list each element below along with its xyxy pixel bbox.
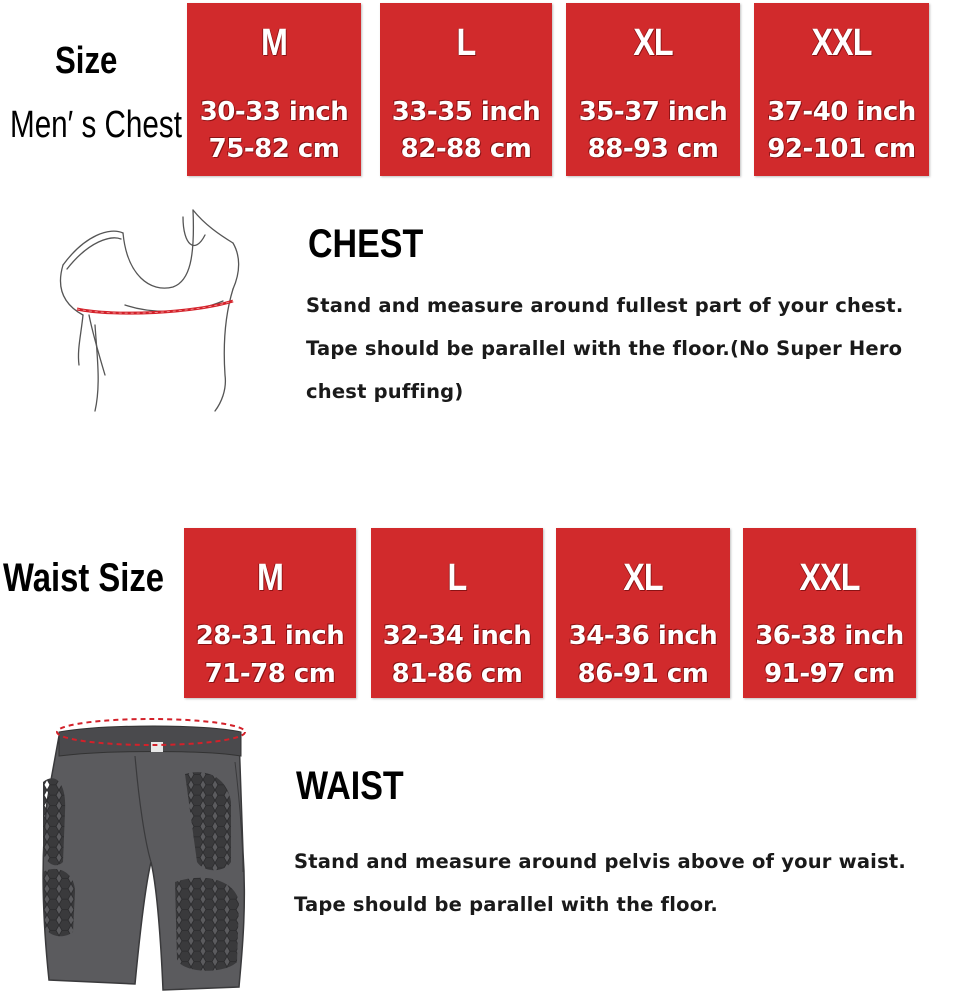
size-code: XXL xyxy=(811,22,872,64)
size-code: L xyxy=(447,557,467,599)
chest-instruction-line-3: chest puffing) xyxy=(306,380,464,403)
cm-range: 82-88 cm xyxy=(400,134,532,164)
cm-range: 88-93 cm xyxy=(587,134,719,164)
cm-range: 86-91 cm xyxy=(577,659,709,689)
size-code: XL xyxy=(623,557,663,599)
size-code: XL xyxy=(633,22,673,64)
inch-range: 36-38 inch xyxy=(755,621,904,651)
waist-size-card-m xyxy=(184,528,356,698)
chest-size-card-l xyxy=(380,3,552,176)
cm-range: 81-86 cm xyxy=(391,659,523,689)
chest-size-card-m xyxy=(187,3,361,176)
size-label: Size xyxy=(55,40,118,82)
waist-heading: WAIST xyxy=(296,764,404,808)
chest-size-card-xxl xyxy=(754,3,929,176)
waist-instruction-line-2: Tape should be parallel with the floor. xyxy=(294,893,718,916)
waist-size-card-l xyxy=(371,528,543,698)
size-code: M xyxy=(256,557,284,599)
waist-size-card-xl xyxy=(556,528,730,698)
size-code: XXL xyxy=(799,557,860,599)
mens-chest-label: Men′ s Chest xyxy=(10,104,182,146)
cm-range: 71-78 cm xyxy=(204,659,336,689)
inch-range: 35-37 inch xyxy=(578,97,728,127)
size-code: M xyxy=(260,22,288,64)
waist-instruction-line-1: Stand and measure around pelvis above of your waist. xyxy=(294,850,907,873)
waist-size-card-xxl xyxy=(743,528,916,698)
inch-range: 28-31 inch xyxy=(195,621,345,651)
chest-instruction-line-1: Stand and measure around fullest part of your chest. xyxy=(306,294,904,317)
cm-range: 91-97 cm xyxy=(764,659,895,689)
chest-instruction-line-2: Tape should be parallel with the floor.(No Super Hero xyxy=(306,337,903,360)
inch-range: 33-35 inch xyxy=(391,97,541,127)
inch-range: 30-33 inch xyxy=(199,97,349,127)
chest-heading: CHEST xyxy=(308,222,424,266)
padded-shorts-illustration xyxy=(35,712,275,997)
inch-range: 32-34 inch xyxy=(382,621,532,651)
cm-range: 75-82 cm xyxy=(208,134,340,164)
inch-range: 37-40 inch xyxy=(767,97,916,127)
waist-size-label: Waist Size xyxy=(3,556,165,600)
torso-sketch-illustration xyxy=(55,205,255,415)
chest-size-card-xl xyxy=(566,3,740,176)
inch-range: 34-36 inch xyxy=(568,621,718,651)
cm-range: 92-101 cm xyxy=(767,134,916,164)
size-code: L xyxy=(456,22,476,64)
